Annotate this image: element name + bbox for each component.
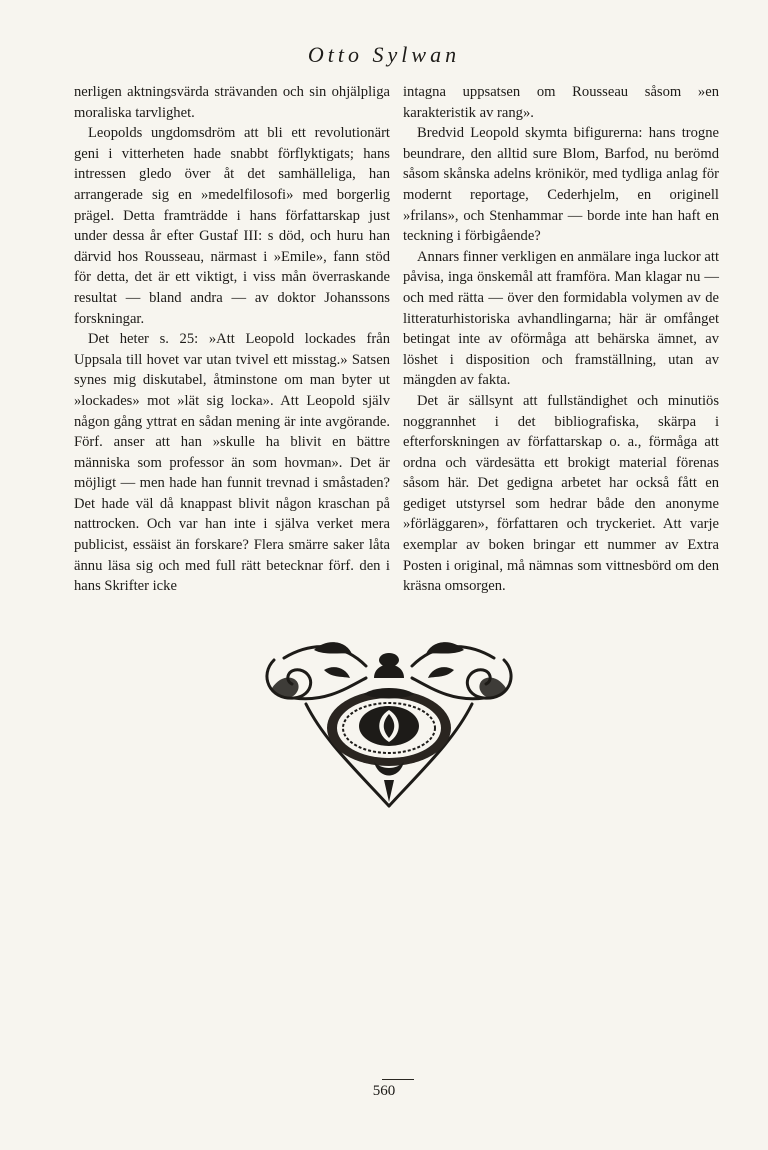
paragraph: Leopolds ungdomsdröm att bli ett revolutionärt geni i vitterheten hade snabbt förflyktigats; hans intressen gledo över åt det samhälleliga, han arrangerade sig en »medelfilosofi» med borgerlig prägel. Detta framträdde i hans författarskap just under dessa år efter Gustaf III: s död, och huru han därvid hos Rousseau, närmast i »Emile», fann stöd för detta, det är ett viktigt, i viss mån överraskande resultat — bland andra — av doktor Johanssons forskningar. (74, 125, 390, 327)
paragraph: Annars finner verkligen en anmälare inga luckor att påvisa, inga önskemål att framföra. Man klagar nu — och med rätta — över den formidabla volymen av de litteraturhistoriska avhandlingarna; här är omfånget betingat inte av oförmåga att behärska ämnet, av löshet i disposition och framställning, utan av mängden av fakta. (403, 248, 719, 389)
left-column (74, 82, 390, 597)
paragraph: Det är sällsynt att fullständighet och minutiös noggrannhet i det bibliografiska, skärpa i efterforskningen av författarskap o. a., förmåga att ordna och värdesätta ett brokigt material förenas såsom här. Det gedigna arbetet har också fått en gediget utstyrsel som hedrar både den anonyme »förläggaren», författaren och tryckeriet. Att varje exemplar av boken bringar ett nummer av Extra Posten i original, må nämnas som vittnesbörd om den kräsna omsorgen. (403, 392, 719, 595)
paragraph: nerligen aktningsvärda strävanden och sin ohjälpliga moraliska tarvlighet. (74, 84, 390, 121)
page-number: 560 (372, 1083, 396, 1099)
baroque-ornament-icon (254, 630, 524, 810)
paragraph: Bredvid Leopold skymta bifigurerna: hans trogne beundrare, den alltid sure Blom, Barfod, nu berömd såsom skånska adelns krönikör, med tydliga anlag för modernt reportage, Cederhjelm, en originell »frilans», och Stenhammar — borde inte han haft en teckning i förbigående? (403, 125, 719, 245)
running-head: Otto Sylwan (307, 42, 461, 67)
paragraph: intagna uppsatsen om Rousseau såsom »en karakteristik av rang». (403, 84, 719, 121)
folio-rule (382, 1079, 414, 1080)
right-column (403, 82, 719, 597)
paragraph: Det heter s. 25: »Att Leopold lockades från Uppsala till hovet var utan tvivel ett misstag.» Satsen synes mig diskutabel, åtminstone om man byter ut »lockades» mot »lät sig locka». Att Leopold själv någon gång yttrat en sådan mening är inte avgörande. Förf. anser att han »skulle ha blivit en bättre människa som professor än som hovman». Det är möjligt — men hade han funnit trevnad i småstaden? Det hade väl då knappast blivit någon kraschan på nattrocken. Och var han inte i själva verket mera publicist, essäist än forskare? Flera smärre saker låta ännu läsa sig och med full rätt betecknar förf. den i hans Skrifter icke (74, 331, 390, 595)
